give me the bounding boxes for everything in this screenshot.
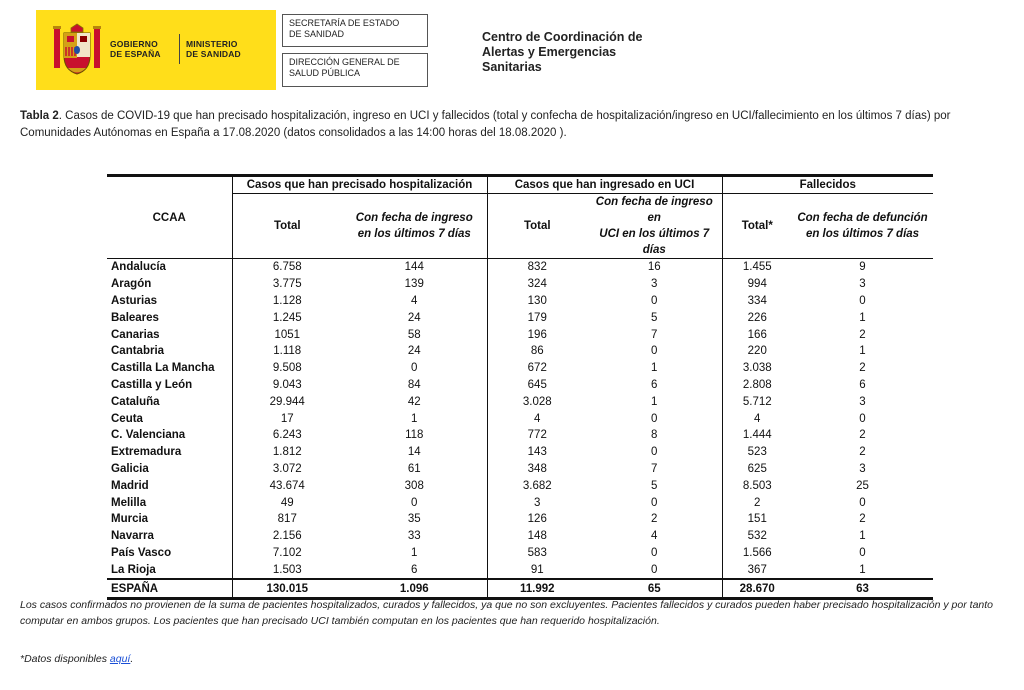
hosp-total-cell: 2.156 <box>232 528 342 545</box>
uci-7d-header-line-2: UCI en los últimos 7 días <box>599 228 710 256</box>
ccaa-cell: C. Valenciana <box>111 429 186 442</box>
uci-7d-cell: 2 <box>651 513 658 526</box>
uci-7d-cell: 0 <box>651 496 658 509</box>
table-row <box>107 545 933 562</box>
uci-7d-cell: 4 <box>651 530 658 543</box>
uci-total-cell: 3 <box>487 494 587 511</box>
deaths-7d-header-line-1: Con fecha de defunción <box>797 212 928 224</box>
uci-7d-cell: 0 <box>651 345 658 358</box>
ccaa-cell: La Rioja <box>111 563 156 576</box>
hosp-total-cell: 7.102 <box>232 545 342 562</box>
uci-total-cell: 3.028 <box>487 393 587 410</box>
deaths-total-cell: 367 <box>722 561 792 579</box>
ccaa-cell: Madrid <box>111 479 149 492</box>
deaths-7d-header <box>792 194 933 259</box>
deaths-total-cell: 334 <box>722 293 792 310</box>
ccaa-cell: Castilla y León <box>111 378 193 391</box>
ccaa-cell: Cataluña <box>111 395 160 408</box>
hosp-total-cell: 3.072 <box>232 461 342 478</box>
deaths-7d-cell: 63 <box>792 579 933 598</box>
ccaa-cell: País Vasco <box>111 546 172 559</box>
table-row <box>107 326 933 343</box>
uci-7d-cell: 0 <box>651 412 658 425</box>
hosp-total-cell: 6.758 <box>232 259 342 276</box>
uci-7d-header-line-1: Con fecha de ingreso en <box>595 196 713 224</box>
table-row <box>107 477 933 494</box>
hosp-7d-cell: 139 <box>404 278 424 291</box>
deaths-7d-cell: 0 <box>859 546 866 559</box>
uci-total-cell: 179 <box>487 309 587 326</box>
hosp-7d-cell: 308 <box>404 479 424 492</box>
table-row <box>107 461 933 478</box>
hosp-total-header: Total <box>232 194 342 259</box>
hosp-7d-header-line-2: en los últimos 7 días <box>357 228 471 240</box>
uci-total-cell: 148 <box>487 528 587 545</box>
uci-7d-header <box>587 194 722 259</box>
hosp-7d-cell: 1 <box>411 412 418 425</box>
hosp-7d-cell: 84 <box>407 378 421 391</box>
deaths-total-header: Total* <box>722 194 792 259</box>
hosp-total-cell: 29.944 <box>232 393 342 410</box>
hosp-7d-cell: 14 <box>407 446 421 459</box>
uci-7d-cell: 16 <box>647 261 661 274</box>
table-row <box>107 561 933 579</box>
uci-total-cell: 348 <box>487 461 587 478</box>
table-row <box>107 293 933 310</box>
table-row <box>107 343 933 360</box>
deaths-total-cell: 625 <box>722 461 792 478</box>
uci-7d-cell: 1 <box>651 362 658 375</box>
hosp-7d-cell: 0 <box>411 496 418 509</box>
deaths-total-cell: 2.808 <box>722 377 792 394</box>
logo-divider <box>179 34 180 64</box>
deaths-7d-cell: 2 <box>859 362 866 375</box>
center-title-line-1: Centro de Coordinación de <box>482 30 643 44</box>
hosp-7d-cell: 35 <box>407 513 421 526</box>
deaths-total-cell: 220 <box>722 343 792 360</box>
footnote <box>20 653 133 665</box>
hosp-7d-header <box>342 194 487 259</box>
footnote-end: . <box>130 653 134 665</box>
table-row <box>107 528 933 545</box>
deaths-total-cell: 2 <box>722 494 792 511</box>
hosp-7d-cell: 0 <box>411 362 418 375</box>
hosp-7d-cell: 1.096 <box>342 579 487 598</box>
ccaa-cell: Murcia <box>111 513 149 526</box>
uci-total-cell: 583 <box>487 545 587 562</box>
deaths-7d-cell: 3 <box>859 395 866 408</box>
ccaa-cell: Canarias <box>111 328 160 341</box>
table-row <box>107 259 933 276</box>
hosp-total-cell: 3.775 <box>232 276 342 293</box>
deaths-7d-cell: 1 <box>859 311 866 324</box>
deaths-total-cell: 166 <box>722 326 792 343</box>
ministry-label <box>186 39 241 59</box>
table-row <box>107 410 933 427</box>
uci-total-cell: 143 <box>487 444 587 461</box>
hosp-total-cell: 17 <box>232 410 342 427</box>
uci-7d-cell: 8 <box>651 429 658 442</box>
uci-total-cell: 86 <box>487 343 587 360</box>
uci-total-cell: 11.992 <box>487 579 587 598</box>
uci-total-header: Total <box>487 194 587 259</box>
hosp-total-cell: 6.243 <box>232 427 342 444</box>
deaths-7d-cell: 0 <box>859 294 866 307</box>
secretariat-line-2: DE SANIDAD <box>289 29 345 39</box>
uci-total-cell: 645 <box>487 377 587 394</box>
directorate-line-1: DIRECCIÓN GENERAL DE <box>289 57 400 67</box>
ccaa-cell: Castilla La Mancha <box>111 362 215 375</box>
hosp-total-cell: 1.118 <box>232 343 342 360</box>
ccaa-header: CCAA <box>107 176 232 259</box>
hosp-total-cell: 43.674 <box>232 477 342 494</box>
deaths-group-header: Fallecidos <box>722 176 933 194</box>
deaths-total-cell: 28.670 <box>722 579 792 598</box>
deaths-7d-cell: 1 <box>859 345 866 358</box>
uci-total-cell: 126 <box>487 511 587 528</box>
ccaa-cell: Navarra <box>111 530 154 543</box>
uci-7d-cell: 5 <box>651 311 658 324</box>
deaths-7d-cell: 3 <box>859 462 866 475</box>
government-label <box>110 39 161 59</box>
hosp-7d-cell: 24 <box>407 345 421 358</box>
document-header <box>36 10 986 90</box>
gov-line-2: DE ESPAÑA <box>110 49 161 59</box>
deaths-total-cell: 5.712 <box>722 393 792 410</box>
uci-7d-cell: 0 <box>651 294 658 307</box>
ccaa-cell: Galicia <box>111 462 149 475</box>
hosp-7d-cell: 42 <box>407 395 421 408</box>
hosp-total-cell: 9.508 <box>232 360 342 377</box>
deaths-7d-cell: 0 <box>859 496 866 509</box>
ccaa-cell: Aragón <box>111 278 152 291</box>
uci-7d-cell: 0 <box>651 563 658 576</box>
deaths-total-cell: 1.566 <box>722 545 792 562</box>
hosp-7d-cell: 24 <box>407 311 421 324</box>
covid-table <box>107 174 933 600</box>
deaths-total-cell: 226 <box>722 309 792 326</box>
hosp-total-cell: 1.503 <box>232 561 342 579</box>
table-row <box>107 377 933 394</box>
hosp-total-cell: 1051 <box>232 326 342 343</box>
uci-total-cell: 4 <box>487 410 587 427</box>
ccaa-cell: Ceuta <box>111 412 143 425</box>
ccaa-cell: Melilla <box>111 496 147 509</box>
deaths-7d-cell: 9 <box>859 261 866 274</box>
hosp-total-cell: 9.043 <box>232 377 342 394</box>
table-row <box>107 494 933 511</box>
uci-7d-cell: 5 <box>651 479 658 492</box>
deaths-7d-cell: 1 <box>859 563 866 576</box>
deaths-total-cell: 151 <box>722 511 792 528</box>
caption-label: Tabla 2 <box>20 110 59 122</box>
hosp-7d-cell: 61 <box>407 462 421 475</box>
deaths-7d-cell: 6 <box>859 378 866 391</box>
center-title-line-3: Sanitarias <box>482 60 542 74</box>
ccaa-cell: Extremadura <box>111 446 182 459</box>
uci-7d-cell: 0 <box>651 446 658 459</box>
hosp-7d-cell: 144 <box>404 261 424 274</box>
ccaa-cell: Cantabria <box>111 345 165 358</box>
uci-7d-cell: 1 <box>651 395 658 408</box>
uci-total-cell: 772 <box>487 427 587 444</box>
data-link[interactable]: aquí <box>109 653 131 665</box>
hosp-total-cell: 49 <box>232 494 342 511</box>
hosp-total-cell: 1.128 <box>232 293 342 310</box>
deaths-7d-cell: 2 <box>859 429 866 442</box>
uci-total-cell: 130 <box>487 293 587 310</box>
government-logo-band <box>36 10 276 90</box>
table-row <box>107 276 933 293</box>
uci-total-cell: 196 <box>487 326 587 343</box>
deaths-total-cell: 994 <box>722 276 792 293</box>
hosp-total-cell: 130.015 <box>232 579 342 598</box>
hosp-7d-cell: 118 <box>405 429 424 442</box>
ccaa-cell: Andalucía <box>111 261 166 274</box>
explanatory-note: Los casos confirmados no provienen de la suma de pacientes hospitalizados, curados y fallecidos, ya que no son excluyentes. Pacientes fallecidos y curados pueden haber precisado hospitalización y por tanto computar en ambos grupos. Los pacientes que han precisado UCI también computan en los pacientes que han requerido hospitalización. <box>20 599 994 627</box>
table-row <box>107 444 933 461</box>
table-body <box>107 259 933 599</box>
table-caption <box>20 108 1010 142</box>
uci-total-cell: 324 <box>487 276 587 293</box>
caption-text: . Casos de COVID-19 que han precisado hospitalización, ingreso en UCI y fallecidos (total y confecha de hospitalización/ingreso en UCI/fallecimiento en los últimos 7 días) por Comunidades Autónomas en España a 17.08.2020 (datos consolidados a las 14:00 horas del 18.08.2020 ). <box>20 110 951 139</box>
hosp-total-cell: 817 <box>232 511 342 528</box>
deaths-7d-cell: 25 <box>856 479 869 492</box>
deaths-total-cell: 1.455 <box>722 259 792 276</box>
ccaa-cell: Asturias <box>111 294 158 307</box>
deaths-7d-cell: 2 <box>859 328 866 341</box>
uci-7d-cell: 0 <box>651 546 658 559</box>
deaths-total-cell: 3.038 <box>722 360 792 377</box>
deaths-total-cell: 532 <box>722 528 792 545</box>
hosp-7d-cell: 58 <box>407 328 421 341</box>
uci-7d-cell: 6 <box>651 378 658 391</box>
gov-line-1: GOBIERNO <box>110 39 158 49</box>
deaths-7d-header-line-2: en los últimos 7 días <box>805 228 920 240</box>
directorate-line-2: SALUD PÚBLICA <box>289 68 361 78</box>
uci-group-header: Casos que han ingresado en UCI <box>487 176 722 194</box>
total-row <box>107 579 933 598</box>
hosp-7d-header-line-1: Con fecha de ingreso <box>355 212 473 224</box>
uci-7d-cell: 65 <box>587 579 722 598</box>
uci-total-cell: 91 <box>487 561 587 579</box>
table-row <box>107 309 933 326</box>
deaths-7d-cell: 2 <box>859 513 866 526</box>
uci-total-cell: 672 <box>487 360 587 377</box>
center-title <box>482 30 742 75</box>
deaths-total-cell: 4 <box>722 410 792 427</box>
center-title-line-2: Alertas y Emergencias <box>482 45 617 59</box>
deaths-7d-cell: 3 <box>859 278 866 291</box>
deaths-7d-cell: 2 <box>859 446 866 459</box>
hosp-7d-cell: 6 <box>411 563 418 576</box>
hosp-total-cell: 1.245 <box>232 309 342 326</box>
uci-total-cell: 832 <box>487 259 587 276</box>
hospital-group-header: Casos que han precisado hospitalización <box>232 176 487 194</box>
table-row <box>107 393 933 410</box>
ccaa-cell: ESPAÑA <box>107 579 232 598</box>
uci-7d-cell: 7 <box>651 328 658 341</box>
deaths-total-cell: 523 <box>722 444 792 461</box>
deaths-total-cell: 1.444 <box>722 427 792 444</box>
ministry-line-2: DE SANIDAD <box>186 49 241 59</box>
table-row <box>107 360 933 377</box>
footnote-text: *Datos disponibles <box>20 653 110 665</box>
secretariat-box <box>282 14 428 47</box>
directorate-box <box>282 53 428 87</box>
table-row <box>107 427 933 444</box>
hosp-total-cell: 1.812 <box>232 444 342 461</box>
table-row <box>107 511 933 528</box>
deaths-7d-cell: 0 <box>859 412 866 425</box>
hosp-7d-cell: 4 <box>411 294 418 307</box>
ministry-line-1: MINISTERIO <box>186 39 238 49</box>
uci-total-cell: 3.682 <box>487 477 587 494</box>
ccaa-cell: Baleares <box>111 311 159 324</box>
deaths-7d-cell: 1 <box>859 530 866 543</box>
hosp-7d-cell: 33 <box>407 530 421 543</box>
hosp-7d-cell: 1 <box>411 546 418 559</box>
secretariat-line-1: SECRETARÍA DE ESTADO <box>289 18 400 28</box>
deaths-total-cell: 8.503 <box>722 477 792 494</box>
coat-of-arms-icon <box>50 20 104 80</box>
uci-7d-cell: 7 <box>651 462 658 475</box>
uci-7d-cell: 3 <box>651 278 658 291</box>
